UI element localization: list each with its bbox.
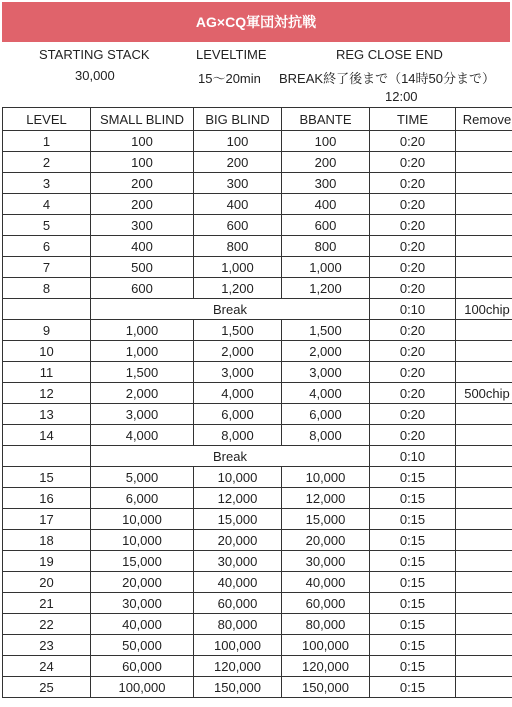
big-blind-cell: 1,200 (194, 278, 282, 299)
break-level-cell (3, 446, 91, 467)
big-blind-cell: 10,000 (194, 467, 282, 488)
table-row (3, 215, 512, 236)
starting-stack-label: STARTING STACK (39, 47, 150, 62)
level-cell: 25 (3, 677, 91, 698)
small-blind-cell: 200 (91, 194, 194, 215)
table-row (3, 614, 512, 635)
remove-cell (456, 194, 512, 215)
table-row (3, 383, 512, 404)
big-blind-cell: 150,000 (194, 677, 282, 698)
bbante-cell: 1,200 (282, 278, 370, 299)
time-cell: 0:20 (370, 152, 456, 173)
time-cell: 0:20 (370, 131, 456, 152)
table-body (3, 131, 512, 698)
small-blind-cell: 20,000 (91, 572, 194, 593)
reg-close-label: REG CLOSE END (336, 47, 443, 62)
level-cell: 11 (3, 362, 91, 383)
small-blind-cell: 10,000 (91, 509, 194, 530)
small-blind-cell: 500 (91, 257, 194, 278)
time-cell: 0:20 (370, 383, 456, 404)
time-cell: 0:15 (370, 614, 456, 635)
table-row (3, 677, 512, 698)
bbante-cell: 120,000 (282, 656, 370, 677)
small-blind-cell: 4,000 (91, 425, 194, 446)
bbante-cell: 1,000 (282, 257, 370, 278)
remove-cell (456, 425, 512, 446)
remove-cell (456, 278, 512, 299)
big-blind-cell: 100,000 (194, 635, 282, 656)
table-row (3, 530, 512, 551)
small-blind-cell: 50,000 (91, 635, 194, 656)
level-cell: 7 (3, 257, 91, 278)
table-row (3, 173, 512, 194)
bbante-cell: 20,000 (282, 530, 370, 551)
table-row (3, 656, 512, 677)
small-blind-cell: 60,000 (91, 656, 194, 677)
remove-cell (456, 656, 512, 677)
level-cell: 15 (3, 467, 91, 488)
big-blind-cell: 8,000 (194, 425, 282, 446)
remove-cell (456, 236, 512, 257)
big-blind-cell: 6,000 (194, 404, 282, 425)
level-cell: 21 (3, 593, 91, 614)
bbante-cell: 3,000 (282, 362, 370, 383)
remove-cell (456, 215, 512, 236)
remove-cell (456, 614, 512, 635)
break-row (3, 299, 512, 320)
bbante-cell: 100 (282, 131, 370, 152)
blind-structure-table (2, 107, 512, 698)
bbante-cell: 600 (282, 215, 370, 236)
starting-stack-value: 30,000 (75, 68, 115, 83)
small-blind-cell: 5,000 (91, 467, 194, 488)
remove-cell (456, 341, 512, 362)
table-row (3, 572, 512, 593)
remove-cell (456, 593, 512, 614)
leveltime-label: LEVELTIME (196, 47, 267, 62)
remove-cell (456, 404, 512, 425)
big-blind-cell: 800 (194, 236, 282, 257)
level-cell: 20 (3, 572, 91, 593)
remove-cell (456, 173, 512, 194)
time-cell: 0:20 (370, 320, 456, 341)
remove-cell (456, 551, 512, 572)
time-cell: 0:20 (370, 278, 456, 299)
level-cell: 3 (3, 173, 91, 194)
level-cell: 13 (3, 404, 91, 425)
big-blind-cell: 15,000 (194, 509, 282, 530)
small-blind-cell: 6,000 (91, 488, 194, 509)
time-cell: 0:20 (370, 173, 456, 194)
small-blind-cell: 100 (91, 131, 194, 152)
break-level-cell (3, 299, 91, 320)
level-cell: 24 (3, 656, 91, 677)
table-row (3, 404, 512, 425)
small-blind-cell: 30,000 (91, 593, 194, 614)
break-row (3, 446, 512, 467)
level-cell: 16 (3, 488, 91, 509)
leveltime-value: 15～20min (198, 71, 261, 86)
time-cell: 0:15 (370, 530, 456, 551)
remove-cell (456, 320, 512, 341)
table-row (3, 362, 512, 383)
table-row (3, 551, 512, 572)
table-row (3, 236, 512, 257)
level-cell: 1 (3, 131, 91, 152)
remove-cell (456, 131, 512, 152)
remove-cell: 100chip (456, 299, 512, 320)
remove-cell: 500chip (456, 383, 512, 404)
big-blind-cell: 60,000 (194, 593, 282, 614)
table-header-row (3, 108, 512, 131)
big-blind-cell: 20,000 (194, 530, 282, 551)
big-blind-cell: 1,500 (194, 320, 282, 341)
big-blind-cell: 4,000 (194, 383, 282, 404)
bbante-cell: 100,000 (282, 635, 370, 656)
level-cell: 2 (3, 152, 91, 173)
bbante-cell: 15,000 (282, 509, 370, 530)
table-row (3, 635, 512, 656)
table-row (3, 194, 512, 215)
time-cell: 0:15 (370, 593, 456, 614)
level-cell: 6 (3, 236, 91, 257)
level-cell: 14 (3, 425, 91, 446)
header-bbante: BBANTE (282, 108, 370, 131)
level-cell: 4 (3, 194, 91, 215)
table-row (3, 131, 512, 152)
time-cell: 0:15 (370, 656, 456, 677)
small-blind-cell: 3,000 (91, 404, 194, 425)
small-blind-cell: 100 (91, 152, 194, 173)
bbante-cell: 800 (282, 236, 370, 257)
small-blind-cell: 2,000 (91, 383, 194, 404)
header-time: TIME (370, 108, 456, 131)
break-label: Break (91, 299, 370, 320)
time-cell: 0:15 (370, 509, 456, 530)
page-title: AG×CQ軍団対抗戦 (2, 2, 510, 42)
remove-cell (456, 509, 512, 530)
remove-cell (456, 257, 512, 278)
level-cell: 17 (3, 509, 91, 530)
bbante-cell: 30,000 (282, 551, 370, 572)
big-blind-cell: 100 (194, 131, 282, 152)
remove-cell (456, 677, 512, 698)
remove-cell (456, 362, 512, 383)
bbante-cell: 8,000 (282, 425, 370, 446)
bbante-cell: 6,000 (282, 404, 370, 425)
small-blind-cell: 15,000 (91, 551, 194, 572)
big-blind-cell: 30,000 (194, 551, 282, 572)
level-cell: 19 (3, 551, 91, 572)
table-row (3, 593, 512, 614)
remove-cell (456, 152, 512, 173)
big-blind-cell: 12,000 (194, 488, 282, 509)
small-blind-cell: 1,500 (91, 362, 194, 383)
table-row (3, 320, 512, 341)
header-big-blind: BIG BLIND (194, 108, 282, 131)
level-cell: 12 (3, 383, 91, 404)
time-cell: 0:15 (370, 551, 456, 572)
bbante-cell: 80,000 (282, 614, 370, 635)
big-blind-cell: 200 (194, 152, 282, 173)
time-cell: 0:20 (370, 194, 456, 215)
time-cell: 0:10 (370, 446, 456, 467)
bbante-cell: 200 (282, 152, 370, 173)
bbante-cell: 4,000 (282, 383, 370, 404)
big-blind-cell: 1,000 (194, 257, 282, 278)
table-row (3, 278, 512, 299)
time-cell: 0:20 (370, 404, 456, 425)
level-cell: 9 (3, 320, 91, 341)
table-row (3, 488, 512, 509)
reg-close-value: BREAK終了後まで（14時50分まで） (279, 71, 495, 86)
header-small-blind: SMALL BLIND (91, 108, 194, 131)
bbante-cell: 10,000 (282, 467, 370, 488)
level-cell: 18 (3, 530, 91, 551)
small-blind-cell: 100,000 (91, 677, 194, 698)
time-cell: 0:20 (370, 236, 456, 257)
time-cell: 0:20 (370, 341, 456, 362)
table-row (3, 152, 512, 173)
level-cell: 22 (3, 614, 91, 635)
table-row (3, 257, 512, 278)
remove-cell (456, 446, 512, 467)
big-blind-cell: 3,000 (194, 362, 282, 383)
level-cell: 10 (3, 341, 91, 362)
table-row (3, 341, 512, 362)
small-blind-cell: 10,000 (91, 530, 194, 551)
big-blind-cell: 120,000 (194, 656, 282, 677)
big-blind-cell: 600 (194, 215, 282, 236)
big-blind-cell: 2,000 (194, 341, 282, 362)
level-cell: 23 (3, 635, 91, 656)
reg-close-time: 12:00 (385, 89, 418, 104)
table-row (3, 425, 512, 446)
remove-cell (456, 635, 512, 656)
time-cell: 0:15 (370, 635, 456, 656)
time-cell: 0:20 (370, 425, 456, 446)
time-cell: 0:20 (370, 362, 456, 383)
header-level: LEVEL (3, 108, 91, 131)
level-cell: 8 (3, 278, 91, 299)
time-cell: 0:15 (370, 467, 456, 488)
time-cell: 0:15 (370, 572, 456, 593)
time-cell: 0:10 (370, 299, 456, 320)
bbante-cell: 150,000 (282, 677, 370, 698)
remove-cell (456, 530, 512, 551)
time-cell: 0:15 (370, 677, 456, 698)
remove-cell (456, 572, 512, 593)
small-blind-cell: 1,000 (91, 320, 194, 341)
break-label: Break (91, 446, 370, 467)
time-cell: 0:15 (370, 488, 456, 509)
time-cell: 0:20 (370, 257, 456, 278)
bbante-cell: 2,000 (282, 341, 370, 362)
time-cell: 0:20 (370, 215, 456, 236)
table-row (3, 467, 512, 488)
bbante-cell: 300 (282, 173, 370, 194)
bbante-cell: 400 (282, 194, 370, 215)
small-blind-cell: 200 (91, 173, 194, 194)
bbante-cell: 40,000 (282, 572, 370, 593)
table-row (3, 509, 512, 530)
small-blind-cell: 40,000 (91, 614, 194, 635)
big-blind-cell: 40,000 (194, 572, 282, 593)
remove-cell (456, 467, 512, 488)
big-blind-cell: 300 (194, 173, 282, 194)
small-blind-cell: 400 (91, 236, 194, 257)
small-blind-cell: 600 (91, 278, 194, 299)
level-cell: 5 (3, 215, 91, 236)
small-blind-cell: 1,000 (91, 341, 194, 362)
bbante-cell: 60,000 (282, 593, 370, 614)
bbante-cell: 1,500 (282, 320, 370, 341)
bbante-cell: 12,000 (282, 488, 370, 509)
big-blind-cell: 80,000 (194, 614, 282, 635)
big-blind-cell: 400 (194, 194, 282, 215)
remove-cell (456, 488, 512, 509)
small-blind-cell: 300 (91, 215, 194, 236)
header-remove: Remove (456, 108, 512, 131)
